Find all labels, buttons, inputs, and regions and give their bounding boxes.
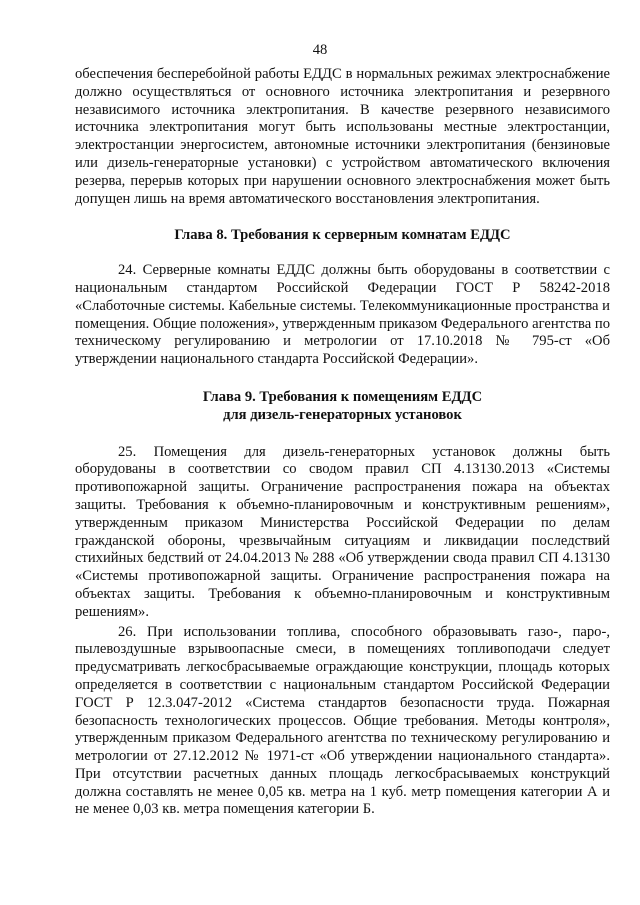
chapter-9-title	[75, 389, 610, 425]
chapter-9-title-line-2: для дизель-генераторных установок	[223, 406, 462, 423]
page-content	[75, 66, 610, 819]
paragraph-25: 25. Помещения для дизель-генераторных установок должны быть оборудованы в соответствии со сводом правил СП 4.13130.2013 «Системы противопожарной защиты. Ограничение распространения пожара на объектах защиты. Требования к объемно-планировочным и конструктивным решениям», утвержденным приказом Министерства Российской Федерации по делам гражданской обороны, чрезвычайным ситуациям и ликвидации последствий стихийных бедствий от 24.04.2013 № 288 «Об утверждении свода правил СП 4.13130 «Системы противопожарной защиты. Ограничение распространения пожара на объектах защиты. Требования к объемно-планировочным и конструктивным решениям».	[75, 443, 610, 620]
intro-paragraph: обеспечения бесперебойной работы ЕДДС в нормальных режимах электроснабжение должно осуществляться от основного источника электропитания и резервного независимого источника электропитания. В качестве резервного независимого источника электропитания могут быть использованы местные электростанции, электростанции энергосистем, автономные источники электропитания (бензиновые или дизель-генераторные установки) с устройством автоматического включения резерва, перерыв которых при нарушении основного электроснабжения может быть допущен лишь на время автоматического восстановления электропитания.	[75, 66, 610, 207]
page-number: 48	[312, 42, 328, 58]
chapter-8-title: Глава 8. Требования к серверным комнатам ЕДДС	[174, 227, 511, 244]
paragraph-26: 26. При использовании топлива, способного образовывать газо-, паро-, пылевоздушные взрывоопасные смеси, в помещениях топливоподачи следует предусматривать легкосбрасываемые ограждающие конструкции, площадь которых определяется в соответствии с национальным стандартом Российской Федерации ГОСТ Р 12.3.047-2012 «Система стандартов безопасности труда. Пожарная безопасность технологических процессов. Общие требования. Методы контроля», утвержденным приказом Федерального агентства по техническому регулированию и метрологии от 27.12.2012 № 1971-ст «Об утверждении национального стандарта». При отсутствии расчетных данных площадь легкосбрасываемых конструкций должна составлять не менее 0,05 кв. метра на 1 куб. метр помещения категории А и не менее 0,03 кв. метра помещения категории Б.	[75, 623, 610, 818]
chapter-9-title-line-1: Глава 9. Требования к помещениям ЕДДС	[202, 388, 483, 405]
paragraph-24: 24. Серверные комнаты ЕДДС должны быть оборудованы в соответствии с национальным стандартом Российской Федерации ГОСТ Р 58242-2018 «Слаботочные системы. Кабельные системы. Телекоммуникационные пространства и помещения. Общие положения», утвержденным приказом Федерального агентства по техническому регулированию и метрологии от 17.10.2018 № 795-ст «Об утверждении национального стандарта Российской Федерации».	[75, 262, 610, 368]
